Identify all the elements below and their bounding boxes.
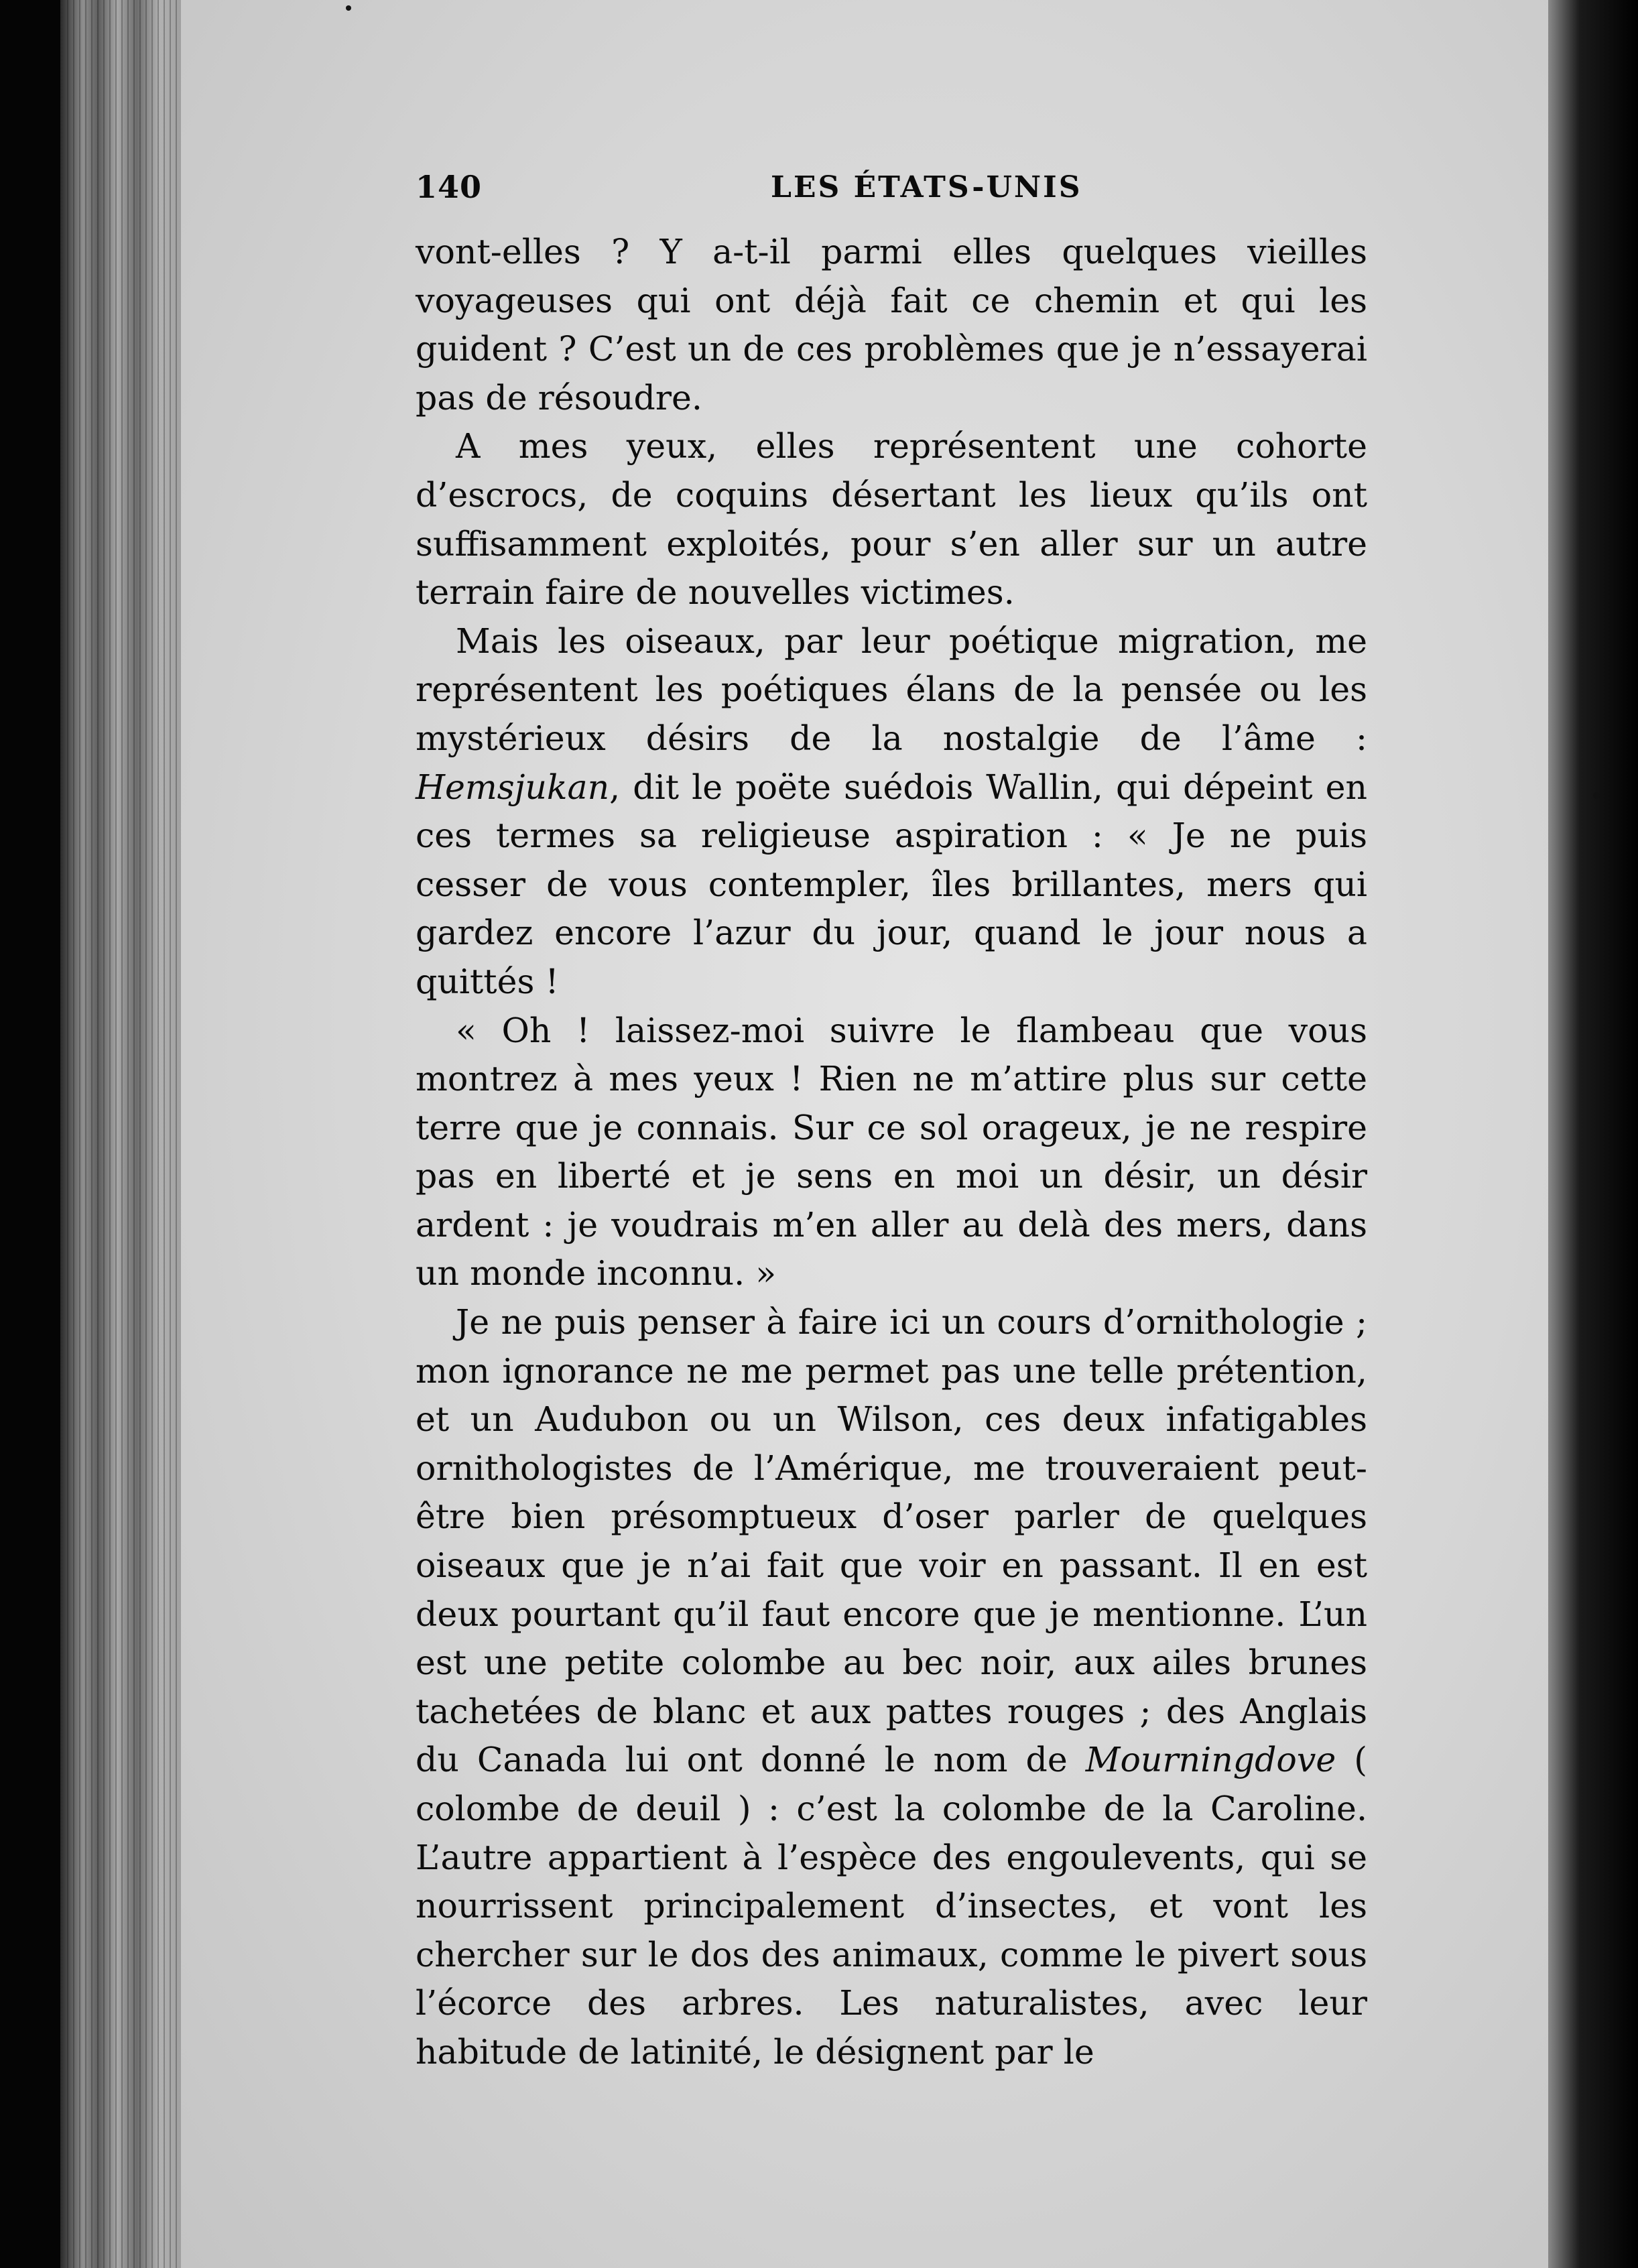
page-number: 140 [416, 169, 483, 205]
running-head: LES ÉTATS-UNIS [771, 170, 1082, 204]
paragraph [416, 228, 1367, 422]
paragraph [416, 1298, 1367, 2077]
page-stack-lines [67, 0, 181, 2268]
paragraph-text: vont-elles ? Y a-t-il parmi elles quelques vieilles voyageuses qui ont déjà fait ce chemin et qui les guident ? C’est un de ces problèmes que je n’essayerai pas de résoudre. [416, 232, 1367, 418]
paragraph-text: A mes yeux, elles représentent une cohorte d’escrocs, de coquins désertant les lieux qu’ils ont suffisamment exploités, pour s’en aller sur un autre terrain faire de nouvelles victimes. [416, 426, 1367, 613]
paragraph-text: Mais les oiseaux, par leur poétique migration, me représentent les poétiques élans de la pensée ou les mystérieux désirs de la nostalgie de l’âme : [416, 621, 1367, 758]
paragraph-text: « Oh ! laissez-moi suivre le flambeau que vous montrez à mes yeux ! Rien ne m’attire plus sur cette terre que je connais. Sur ce sol orageux, je ne respire pas en liberté et je sens en moi un désir, un désir ardent : je voudrais m’en aller au delà des mers, dans un monde inconnu. » [416, 1010, 1367, 1294]
right-page-edge [1548, 0, 1638, 2268]
paragraph-text: Je ne puis penser à faire ici un cours d’ornithologie ; mon ignorance ne me permet pas une telle prétention, et un Audubon ou un Wilson, ces deux infatigables ornithologistes de l’Amérique, me trouveraient peut-être bien présomptueux d’oser parler de quelques oiseaux que je n’ai fait que voir en passant. Il en est deux pourtant qu’il faut encore que je mentionne. L’un est une petite colombe au bec noir, aux ailes brunes tachetées de blanc et aux pattes rouges ; des Anglais du Canada lui ont donné le nom de [416, 1302, 1367, 1780]
paragraph [416, 1007, 1367, 1299]
italic-term: Mourningdove [1085, 1740, 1336, 1780]
scan-speck [346, 5, 351, 11]
paragraph-text: ( colombe de deuil ) : c’est la colombe de la Caroline. L’autre appartient à l’espèce des engoulevents, qui se nourrissent principalement d’insectes, et vont les chercher sur le dos des animaux, comme le pivert sous l’écorce des arbres. Les naturalistes, avec leur habitude de latinité, le désignent par le [416, 1740, 1367, 2072]
page-header [416, 169, 1367, 223]
paragraph [416, 617, 1367, 1007]
scan-speck [1593, 792, 1600, 799]
paragraph [416, 422, 1367, 617]
paragraph-text: , dit le poëte suédois Wallin, qui dépeint en ces termes sa religieuse aspiration : « Je ne puis cesser de vous contempler, îles brillantes, mers qui gardez encore l’azur du jour, quand le jour nous a quittés ! [416, 767, 1367, 1001]
body-text [416, 228, 1367, 2077]
italic-term: Hemsjukan [416, 767, 610, 807]
